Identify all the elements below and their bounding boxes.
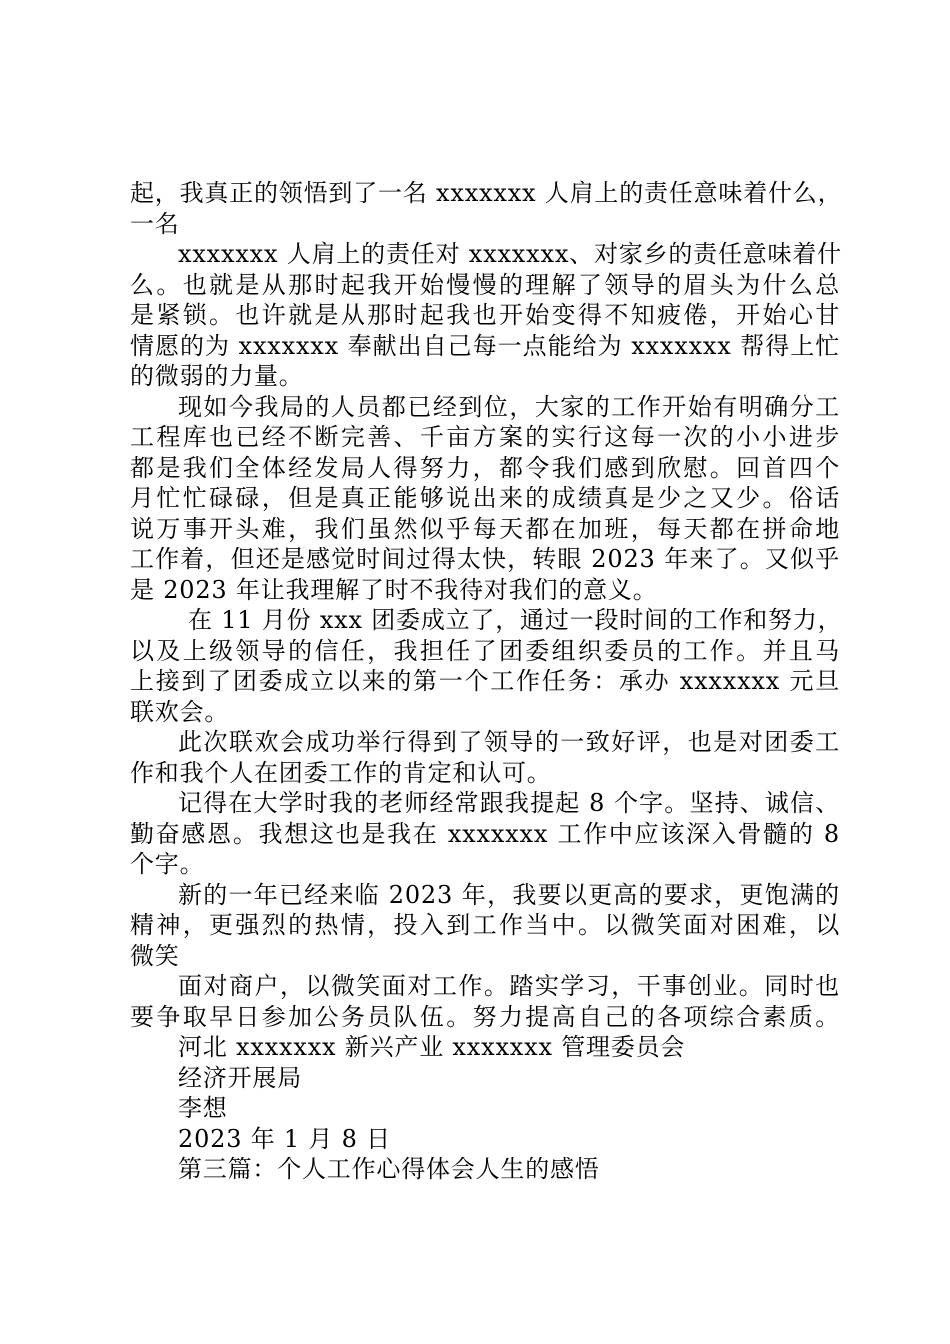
text-line: 勤奋感恩。我想这也是我在 xxxxxxx 工作中应该深入骨髓的 8 [130, 819, 840, 848]
signature-organization: 河北 xxxxxxx 新兴产业 xxxxxxx 管理委员会 [178, 1033, 686, 1061]
signature-date: 2023 年 1 月 8 日 [178, 1124, 391, 1153]
section-heading: 第三篇：个人工作心得体会人生的感悟 [178, 1155, 600, 1183]
text-line: 在 11 月份 xxx 团委成立了，通过一段时间的工作和努力， [188, 606, 843, 634]
text-line: 面对商户，以微笑面对工作。踏实学习，干事创业。同时也 [178, 972, 840, 1000]
text-line: 新的一年已经来临 2023 年，我要以更高的要求，更饱满的 [178, 880, 840, 909]
text-line: 么。也就是从那时起我开始慢慢的理解了领导的眉头为什么总 [130, 270, 840, 299]
text-line: 要争取早日参加公务员队伍。努力提高自己的各项综合素质。 [130, 1002, 840, 1031]
text-line: xxxxxxx 人肩上的责任对 xxxxxxx、对家乡的责任意味着什 [178, 240, 842, 268]
text-line: 都是我们全体经发局人得努力，都令我们感到欣慰。回首四个 [130, 453, 840, 482]
text-line: 上接到了团委成立以来的第一个工作任务：承办 xxxxxxx 元旦 [130, 667, 840, 695]
text-line: 是 2023 年让我理解了时不我待对我们的意义。 [130, 575, 658, 604]
text-line: 工作着，但还是感觉时间过得太快，转眼 2023 年来了。又似乎 [130, 545, 840, 573]
text-line: 记得在大学时我的老师经常跟我提起 8 个字。坚持、诚信、 [178, 789, 840, 817]
text-line: 一名 [130, 209, 180, 238]
text-line: 说万事开头难，我们虽然似乎每天都在加班，每天都在拼命地 [130, 514, 840, 543]
text-line: 微笑 [130, 941, 180, 970]
document-page [130, 178, 843, 1185]
text-line: 联欢会。 [130, 697, 230, 726]
signature-department: 经济开展局 [178, 1063, 302, 1092]
text-line: 此次联欢会成功举行得到了领导的一致好评，也是对团委工 [178, 728, 840, 756]
text-line: 精神，更强烈的热情，投入到工作当中。以微笑面对困难，以 [130, 911, 840, 939]
text-line: 现如今我局的人员都已经到位，大家的工作开始有明确分工 [178, 392, 840, 421]
text-line: 作和我个人在团委工作的肯定和认可。 [130, 758, 552, 787]
text-line: 以及上级领导的信任，我担任了团委组织委员的工作。并且马 [130, 636, 840, 665]
text-line: 个字。 [130, 850, 205, 878]
text-line: 工程库也已经不断完善、千亩方案的实行这每一次的小小进步 [130, 423, 840, 451]
text-line: 情愿的为 xxxxxxx 奉献出自己每一点能给为 xxxxxxx 帮得上忙 [130, 331, 840, 360]
text-line: 起，我真正的领悟到了一名 xxxxxxx 人肩上的责任意味着什么， [130, 179, 843, 207]
text-line: 月忙忙碌碌，但是真正能够说出来的成绩真是少之又少。俗话 [130, 484, 840, 512]
signature-name: 李想 [178, 1094, 228, 1122]
text-line: 的微弱的力量。 [130, 362, 304, 390]
text-line: 是紧锁。也许就是从那时起我也开始变得不知疲倦，开始心甘 [130, 301, 840, 329]
